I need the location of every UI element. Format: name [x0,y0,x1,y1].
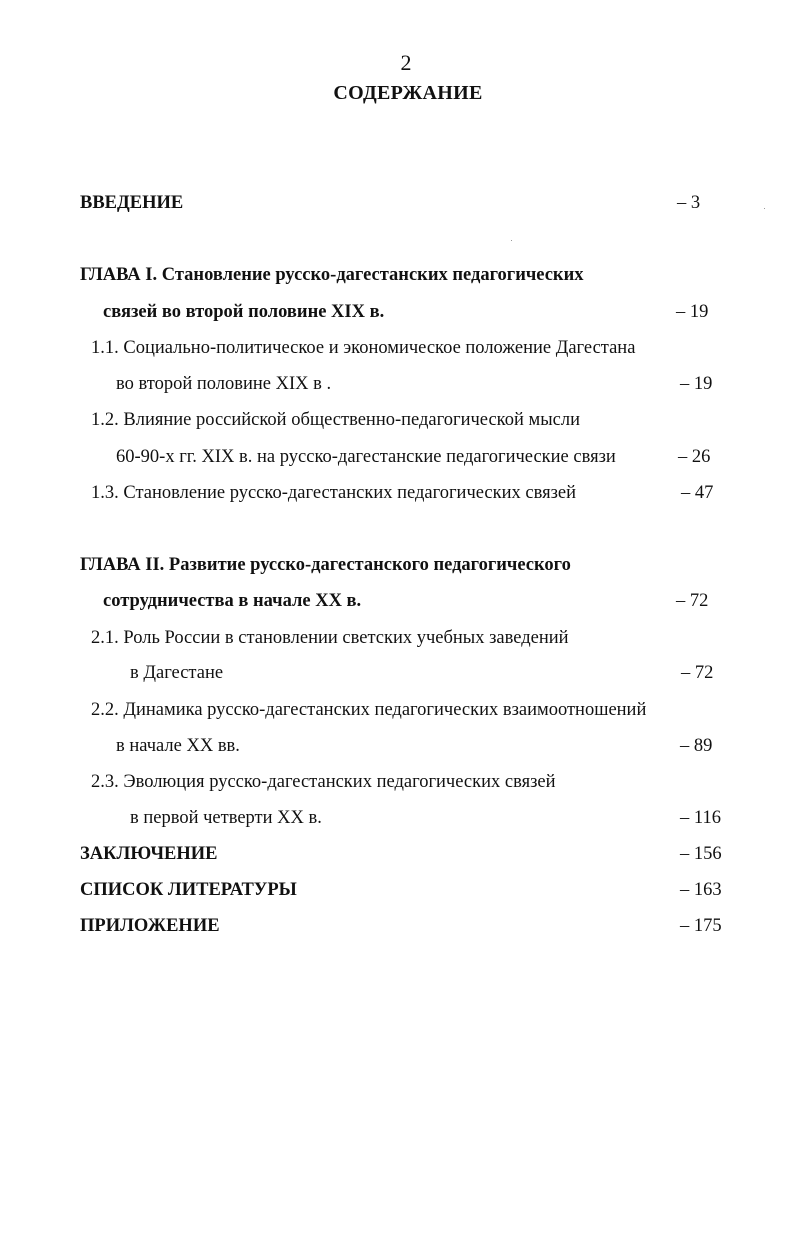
toc-appendix-title: ПРИЛОЖЕНИЕ [80,916,220,936]
toc-chapter-1-title: ГЛАВА I. Становление русско-дагестанских педагогических [80,265,584,285]
toc-section-1-3-title: 1.3. Становление русско-дагестанских педагогических связей [91,483,577,503]
toc-bibliography-title: СПИСОК ЛИТЕРАТУРЫ [80,880,297,900]
scan-speck [511,240,512,241]
toc-intro-page: – 3 [677,193,701,213]
toc-chapter-2-title: ГЛАВА II. Развитие русско-дагестанского педагогического [80,555,571,575]
toc-section-1-2-title-cont: 60-90-х гг. XIX в. на русско-дагестанские педагогические связи [116,447,616,467]
page-number: 2 [400,50,412,75]
toc-chapter-2-page: – 72 [676,591,709,611]
page-title: СОДЕРЖАНИЕ [333,82,483,104]
toc-section-2-1-title: 2.1. Роль России в становлении светских учебных заведений [91,628,569,648]
toc-conclusion-page: – 156 [680,844,722,864]
toc-chapter-1-page: – 19 [676,302,709,322]
toc-section-1-2-title: 1.2. Влияние российской общественно-педагогической мысли [91,410,580,430]
scan-speck [764,208,765,209]
toc-bibliography-page: – 163 [680,880,722,900]
toc-appendix-page: – 175 [680,916,722,936]
toc-conclusion-title: ЗАКЛЮЧЕНИЕ [80,844,218,864]
toc-section-1-1-title-cont: во второй половине XIX в . [116,374,332,394]
toc-section-2-2-title-cont: в начале XX вв. [116,736,240,756]
toc-section-2-2-page: – 89 [680,736,713,756]
toc-chapter-1-title-cont: связей во второй половине XIX в. [103,302,385,322]
toc-chapter-2-title-cont: сотрудничества в начале XX в. [103,591,362,611]
toc-section-2-1-page: – 72 [681,663,714,683]
toc-section-1-2-page: – 26 [678,447,711,467]
toc-section-1-1-page: – 19 [680,374,713,394]
toc-section-2-3-title-cont: в первой четверти XX в. [130,808,322,828]
toc-section-2-1-title-cont: в Дагестане [130,663,224,683]
toc-section-1-1-title: 1.1. Социально-политическое и экономическое положение Дагестана [91,338,636,358]
toc-section-2-3-page: – 116 [680,808,721,828]
toc-intro-title: ВВЕДЕНИЕ [80,193,184,213]
toc-section-2-2-title: 2.2. Динамика русско-дагестанских педагогических взаимоотношений [91,700,647,720]
toc-section-2-3-title: 2.3. Эволюция русско-дагестанских педагогических связей [91,772,556,792]
toc-section-1-3-page: – 47 [681,483,714,503]
